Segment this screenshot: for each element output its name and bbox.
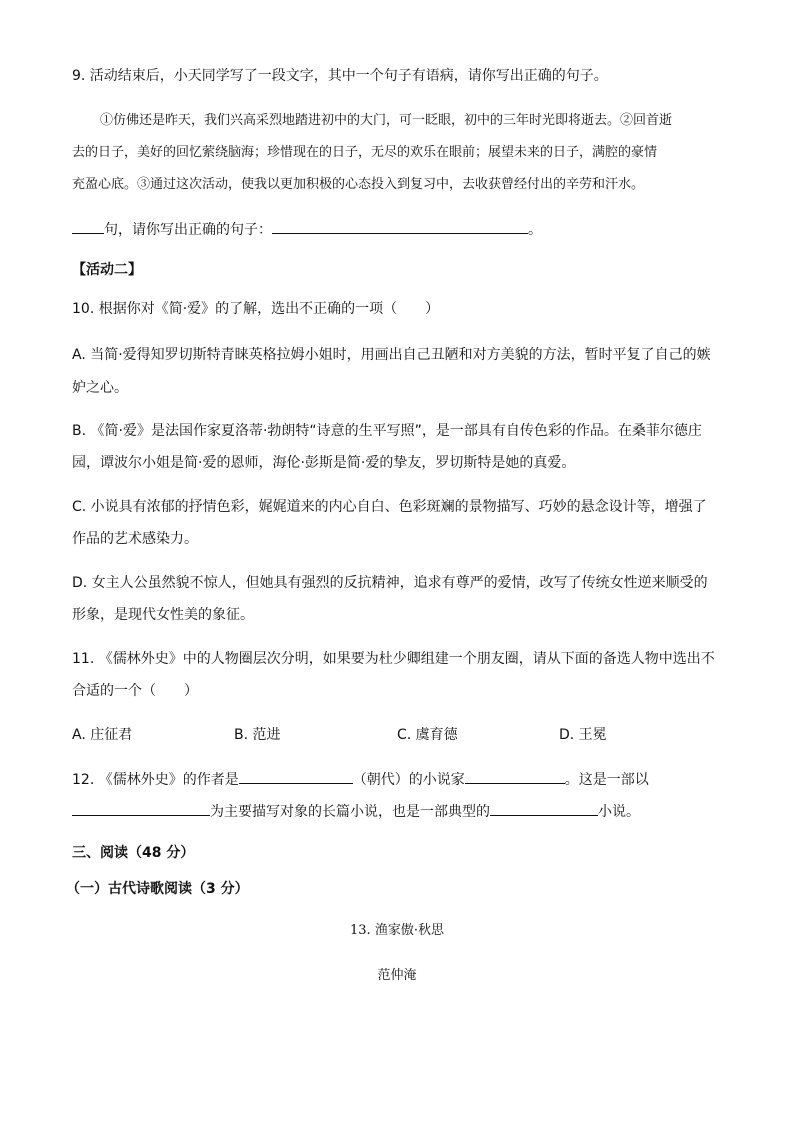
- q12-text-2: （朝代）的小说家: [352, 772, 465, 788]
- q10-option-d-line1: D. 女主人公虽然貌不惊人，但她具有强烈的反抗精神，追求有尊严的爱情，改写了传统女性逆来顺受的: [72, 575, 708, 591]
- section3-1-heading: （一）古代诗歌阅读（3 分）: [66, 881, 249, 897]
- q12-text-1: 12. 《儒林外史》的作者是: [72, 772, 239, 788]
- q9-answer-end: 。: [528, 222, 542, 238]
- q9-sentence-number-blank[interactable]: [72, 219, 104, 234]
- q12-line2: [72, 801, 722, 822]
- q10-option-b-line1: B. 《简·爱》是法国作家夏洛蒂·勃朗特“诗意的生平写照”，是一部具有自传色彩的作品。在桑菲尔德庄: [72, 423, 702, 439]
- q9-passage-line-2: 去的日子，美好的回忆萦绕脑海；珍惜现在的日子，无尽的欢乐在眼前；展望未来的日子，满腔的豪情: [72, 145, 658, 160]
- q11-option-d: D. 王冕: [559, 727, 607, 743]
- q10-option-d-line2: 形象，是现代女性美的象征。: [72, 607, 254, 623]
- q12-text-3: 。这是一部以: [564, 772, 649, 788]
- q11-option-b: B. 范进: [234, 727, 281, 743]
- q9-answer-blank[interactable]: [272, 219, 528, 234]
- q11-prompt-line1: 11. 《儒林外史》中的人物圈层次分明，如果要为杜少卿组建一个朋友圈，请从下面的备选人物中选出不: [72, 651, 715, 667]
- poem-author: 范仲淹: [377, 968, 417, 983]
- q9-passage-line-3: 充盈心底。③通过这次活动，使我以更加积极的心态投入到复习中，去收获曾经付出的辛劳和汗水。: [72, 177, 645, 192]
- q10-prompt: 10. 根据你对《简·爱》的了解，选出不正确的一项（ ）: [72, 301, 440, 317]
- q10-option-c-line2: 作品的艺术感染力。: [72, 531, 198, 547]
- activity2-heading: 【活动二】: [72, 262, 142, 278]
- q12-subject-blank[interactable]: [72, 801, 210, 816]
- q9-prompt: 9. 活动结束后，小天同学写了一段文字，其中一个句子有语病，请你写出正确的句子。: [72, 68, 608, 84]
- q10-option-a-line1: A. 当简·爱得知罗切斯特青睐英格拉姆小姐时，用画出自己丑陋和对方美貌的方法，暂时平复了自己的嫉: [72, 347, 711, 363]
- q10-option-b-line2: 园，谭波尔小姐是简·爱的恩师，海伦·彭斯是简·爱的挚友，罗切斯特是她的真爱。: [72, 455, 576, 471]
- q12-dynasty-blank[interactable]: [465, 769, 565, 784]
- q11-option-a: A. 庄征君: [72, 727, 133, 743]
- q11-prompt-line2: 合适的一个（ ）: [72, 683, 198, 699]
- q9-answer-line: [72, 219, 722, 240]
- poem-title: 13. 渔家傲·秋思: [350, 923, 444, 938]
- q9-answer-text: 句，请你写出正确的句子：: [104, 222, 272, 238]
- q12-text-5: 小说。: [598, 804, 640, 820]
- q12-author-blank[interactable]: [239, 769, 353, 784]
- section3-heading: 三、阅读（48 分）: [72, 845, 195, 861]
- q12-line1: [72, 769, 722, 790]
- q11-option-c: C. 虞育德: [397, 727, 458, 743]
- q9-passage-line-1: ①仿佛还是昨天，我们兴高采烈地踏进初中的大门，可一眨眼，初中的三年时光即将逝去。②回首逝: [100, 113, 673, 128]
- q12-text-4: 为主要描写对象的长篇小说，也是一部典型的: [210, 804, 490, 820]
- q12-genre-blank[interactable]: [490, 801, 598, 816]
- q10-option-a-line2: 妒之心。: [72, 380, 128, 396]
- q10-option-c-line1: C. 小说具有浓郁的抒情色彩，娓娓道来的内心自白、色彩斑斓的景物描写、巧妙的悬念设计等，增强了: [72, 499, 707, 515]
